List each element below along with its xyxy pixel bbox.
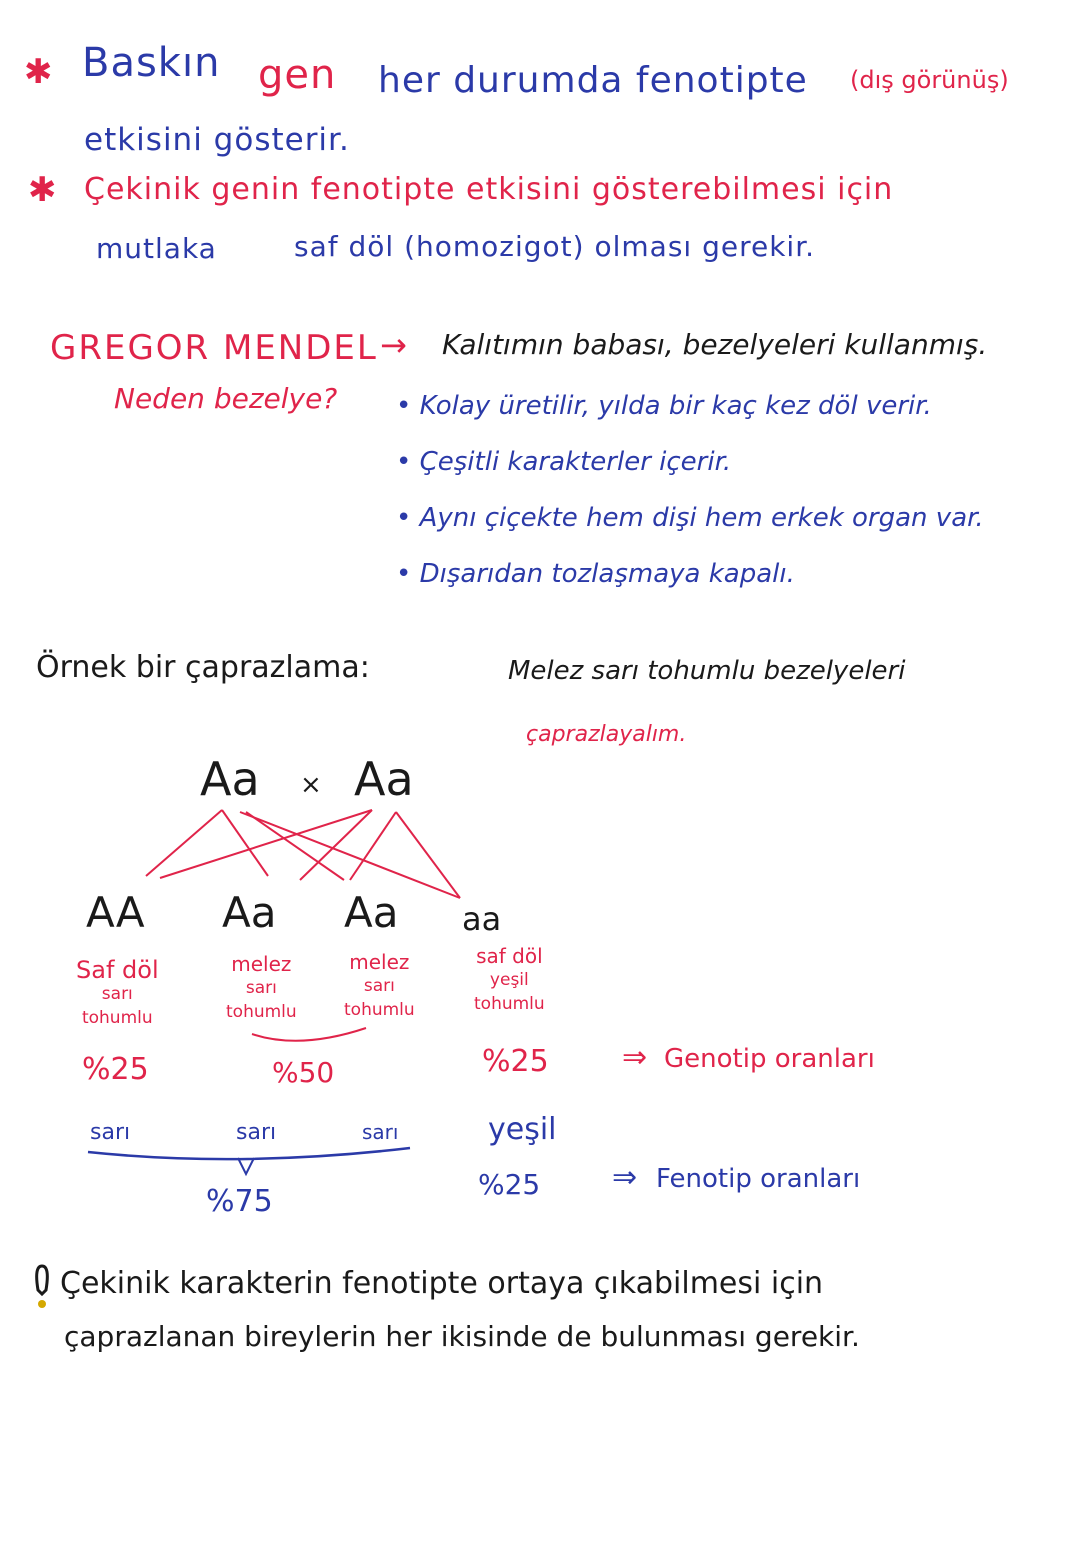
footer-line-2: çaprazlanan bireylerin her ikisinde de bulunması gerekir.	[64, 1320, 860, 1353]
offspring-genotype: AA	[86, 888, 145, 937]
mendel-description: Kalıtımın babası, bezelyeleri kullanmış.	[442, 328, 988, 361]
cross-symbol: ×	[300, 770, 322, 800]
list-item: • Dışarıdan tozlaşmaya kapalı.	[396, 559, 795, 589]
footer-line-1: Çekinik karakterin fenotipte ortaya çıkabilmesi için	[60, 1266, 824, 1301]
note-line4-b: saf döl (homozigot) olması gerekir.	[294, 230, 816, 263]
list-item: • Kolay üretilir, yılda bir kaç kez döl verir.	[396, 391, 932, 421]
note-word-baskin: Baskın	[82, 40, 221, 86]
star-icon: ✱	[28, 170, 57, 210]
mendel-question: Neden bezelye?	[114, 382, 338, 415]
genotype-label: Genotip oranları	[664, 1044, 875, 1074]
offspring-genotype: Aa	[222, 888, 277, 937]
offspring-description: melez sarı tohumlu	[344, 950, 415, 1020]
note-line3: Çekinik genin fenotipte etkisini gösterebilmesi için	[84, 172, 894, 207]
mendel-name: GREGOR MENDEL	[50, 328, 378, 368]
note-line1-paren: (dış görünüş)	[850, 66, 1009, 94]
offspring-description: Saf döl sarı tohumlu	[76, 956, 159, 1028]
genotype-ratio: %50	[272, 1056, 335, 1089]
note-line1-rest: her durumda fenotipte	[378, 60, 808, 101]
parent-2-genotype: Aa	[354, 752, 414, 806]
phenotype-word: sarı	[362, 1120, 399, 1144]
genotype-ratio: %25	[82, 1052, 149, 1087]
example-title: Örnek bir çaprazlama:	[36, 650, 370, 685]
phenotype-word: sarı	[236, 1120, 277, 1145]
note-word-gen: gen	[258, 52, 337, 98]
phenotype-word: yeşil	[488, 1112, 557, 1147]
offspring-description: melez sarı tohumlu	[226, 952, 297, 1022]
note-line4-a: mutlaka	[96, 232, 217, 265]
phenotype-word: sarı	[90, 1120, 131, 1145]
double-arrow-icon: ⇒	[622, 1040, 648, 1075]
offspring-genotype: aa	[462, 900, 502, 938]
phenotype-ratio: %25	[478, 1168, 541, 1201]
double-arrow-icon: ⇒	[612, 1160, 638, 1195]
star-icon: ✱	[24, 52, 53, 92]
list-item: • Çeşitli karakterler içerir.	[396, 447, 732, 477]
genotype-ratio: %25	[482, 1044, 549, 1079]
phenotype-label: Fenotip oranları	[656, 1164, 861, 1194]
arrow-icon: →	[380, 326, 407, 364]
example-description-1: Melez sarı tohumlu bezelyeleri	[508, 656, 906, 686]
exclamation-icon	[30, 1262, 54, 1310]
example-description-2: çaprazlayalım.	[526, 722, 687, 747]
offspring-description: saf döl yeşil tohumlu	[474, 944, 545, 1014]
parent-1-genotype: Aa	[200, 752, 260, 806]
offspring-genotype: Aa	[344, 888, 399, 937]
list-item: • Aynı çiçekte hem dişi hem erkek organ var.	[396, 503, 984, 533]
note-line2: etkisini gösterir.	[84, 122, 350, 158]
phenotype-ratio: %75	[206, 1184, 273, 1219]
